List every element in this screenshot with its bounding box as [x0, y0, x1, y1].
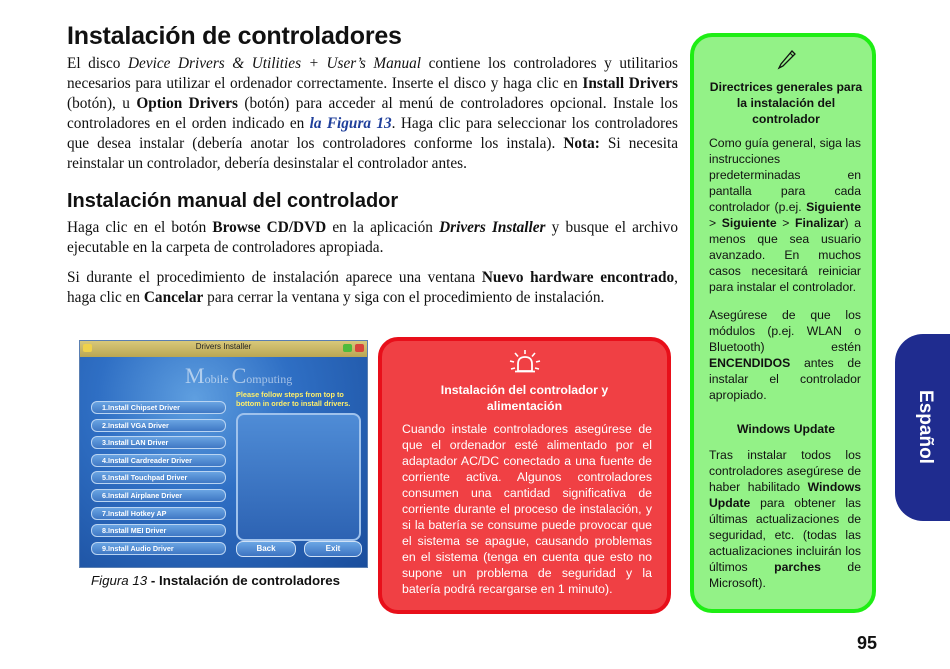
text: contiene los controladores y utilitarios necesarios para utilizar el ordenador correctamente. Inserte el disco y haga clic en: [67, 55, 678, 92]
back-button[interactable]: Back: [236, 541, 296, 557]
figure-link[interactable]: la Figura 13: [309, 115, 392, 132]
close-icon: [355, 344, 364, 352]
siguiente-term: Siguiente: [806, 200, 861, 214]
drivers-installer-term: Drivers Installer: [439, 219, 546, 236]
text: El disco: [67, 55, 128, 72]
pencil-icon: [776, 49, 796, 71]
text: Si necesita reinstalar un controlador, debería desinstalar el controlador antes.: [67, 135, 678, 172]
option-drivers-term: Option Drivers: [136, 95, 238, 112]
text: Haga clic en el botón: [67, 219, 213, 236]
install-cardreader-button[interactable]: 4.Install Cardreader Driver: [91, 454, 226, 467]
new-hardware-paragraph: [67, 268, 678, 308]
language-tab-label: Español: [915, 390, 936, 464]
finalizar-term: Finalizar: [795, 216, 845, 230]
install-touchpad-button[interactable]: 5.Install Touchpad Driver: [91, 471, 226, 484]
text: para cerrar la ventana y siga con el procedimiento de instalación.: [203, 289, 605, 306]
install-instructions: Please follow steps from top to bottom in order to install drivers.: [236, 390, 351, 408]
windows-update-term: Windows Update: [709, 480, 861, 510]
text: en la aplicación: [326, 219, 440, 236]
text: y busque el archivo ejecutable en la carpeta de controladores apropiada.: [67, 219, 678, 256]
text: (botón) para acceder al menú de controladores opcional. Instale los controladores en el orden indicado en: [67, 95, 678, 132]
section-heading: Instalación manual del controlador: [67, 190, 399, 212]
caption-separator: -: [147, 573, 160, 588]
windows-update-heading: Windows Update: [736, 422, 836, 436]
install-vga-button[interactable]: 2.Install VGA Driver: [91, 419, 226, 432]
language-tab[interactable]: [895, 334, 950, 521]
note-paragraph-windows-update: Tras instalar todos los controladores asegúrese de haber habilitado Windows Update para obtener las últimas actualizaciones de seguridad, etc. (todas las actualizaciones incluirán los últimos parches de Microsoft).: [709, 448, 861, 590]
driver-menu: [91, 401, 226, 561]
text: (botón), u: [67, 95, 137, 112]
info-panel: [236, 413, 361, 541]
install-mei-button[interactable]: 8.Install MEI Driver: [91, 524, 226, 537]
note-label: Nota:: [563, 135, 600, 152]
manual-install-paragraph: [67, 218, 678, 258]
mobile-computing-logo: Mobile Computing: [185, 363, 293, 388]
note-paragraph-modules: Asegúrese de que los módulos (p.ej. WLAN o Bluetooth) estén ENCENDIDOS antes de instalar el controlador apropiado.: [709, 308, 861, 402]
figure-number: Figura 13: [91, 573, 148, 588]
exit-button[interactable]: Exit: [304, 541, 362, 557]
alarm-bell-icon: [508, 349, 542, 377]
warning-body: Cuando instale controladores asegúrese de que el ordenador esté alimentado por el adaptador AC/DC conectado a una fuente de corriente activa. Algunos controladores consumen una cantidad significativa de corriente durante el proceso de instalación, y si la batería se consume puede provocar que el sistema se apague, causando problemas en el sistema (tenga en cuenta que esto no supone un problema de seguridad y la batería podrá recargarse en 1 minuto).: [402, 422, 652, 596]
window-title: Drivers Installer: [195, 342, 252, 351]
text: , haga clic en: [67, 269, 678, 306]
maximize-icon: [343, 344, 352, 352]
siguiente-term: Siguiente: [721, 216, 777, 230]
page-title: Instalación de controladores: [67, 22, 402, 50]
warning-box: [378, 337, 671, 614]
parches-term: parches: [774, 560, 821, 574]
install-lan-button[interactable]: 3.Install LAN Driver: [91, 436, 226, 449]
caption-text: Instalación de controladores: [159, 573, 341, 588]
install-audio-button[interactable]: 9.Install Audio Driver: [91, 542, 226, 555]
disc-name: Device Drivers & Utilities + User’s Manual: [128, 55, 422, 72]
page-number: 95: [857, 633, 878, 653]
note-paragraph-guidelines: Como guía general, siga las instrucciones predeterminadas en pantalla para cada controlador (p.ej. Siguiente > Siguiente > Finalizar) a menos que sea usuario avanzado. En muchos casos necesitará reiniciar para instalar el controlador.: [709, 136, 861, 294]
text: . Haga clic para seleccionar los controladores que desea instalar (debería anotar los controladores conforme los instala).: [67, 115, 678, 152]
text: Si durante el procedimiento de instalación aparece una ventana: [67, 269, 482, 286]
new-hardware-term: Nuevo hardware encontrado: [481, 269, 675, 286]
install-airplane-button[interactable]: 6.Install Airplane Driver: [91, 489, 226, 502]
browse-term: Browse CD/DVD: [212, 219, 327, 236]
figure-caption: [91, 573, 340, 588]
install-chipset-button[interactable]: 1.Install Chipset Driver: [91, 401, 226, 414]
cancel-term: Cancelar: [143, 289, 204, 306]
warning-title: Instalación del controlador y alimentación: [440, 383, 609, 413]
note-box: [690, 33, 876, 613]
install-drivers-term: Install Drivers: [582, 75, 679, 92]
install-hotkey-button[interactable]: 7.Install Hotkey AP: [91, 507, 226, 520]
drivers-installer-screenshot: [79, 340, 368, 568]
note-title: Directrices generales para la instalación del controlador: [709, 80, 863, 126]
window-titlebar: [80, 341, 367, 358]
window-body: [80, 357, 367, 568]
intro-paragraph: [67, 54, 678, 174]
encendidos-term: ENCENDIDOS: [709, 356, 791, 370]
